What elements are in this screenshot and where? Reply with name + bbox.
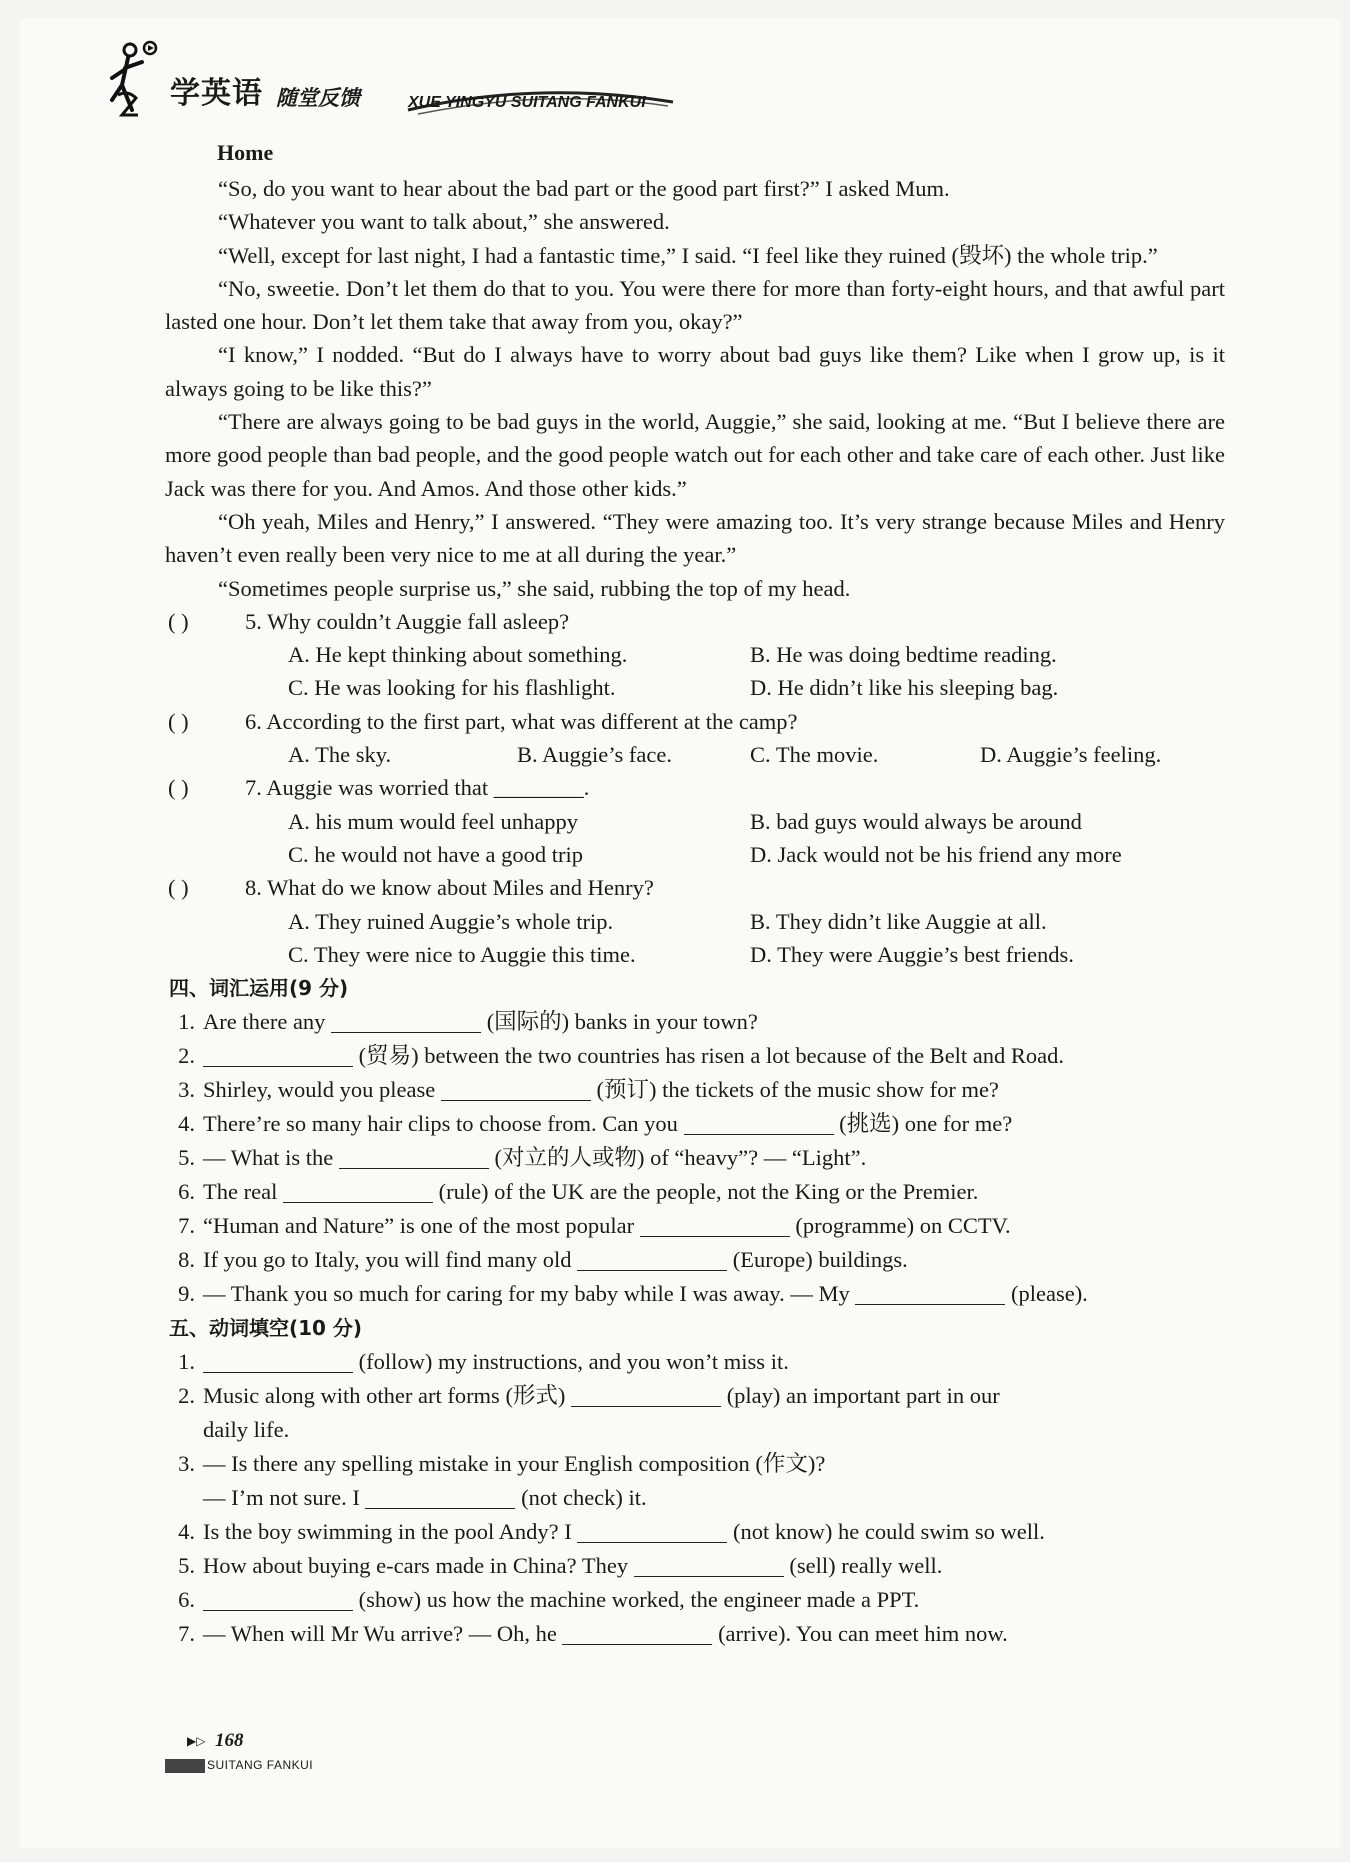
- answer-blank[interactable]: [640, 1214, 790, 1237]
- exercise-item: [165, 1515, 1225, 1549]
- item-text-before: Music along with other art forms (形式): [203, 1383, 572, 1409]
- item-text-after: (programme) on CCTV.: [789, 1213, 1011, 1239]
- option-d: D. They were Auggie’s best friends.: [750, 941, 1074, 967]
- part4-title: 四、词汇运用(9 分): [169, 976, 349, 1001]
- item-number: 4.: [178, 1519, 195, 1545]
- item-text-after: (not check) it.: [515, 1485, 647, 1511]
- page-header: [108, 40, 668, 130]
- item-text-before: — Is there any spelling mistake in your English composition (作文)?: [203, 1451, 826, 1477]
- item-text-after: (please).: [1005, 1281, 1088, 1307]
- exercise-item: [165, 1481, 1225, 1515]
- item-number: 1.: [178, 1009, 195, 1035]
- item-number: 2.: [178, 1043, 195, 1069]
- answer-paren[interactable]: ( ): [168, 775, 189, 801]
- item-text-before: Is the boy swimming in the pool Andy? I: [203, 1519, 578, 1545]
- item-text-before: If you go to Italy, you will find many old: [203, 1247, 578, 1273]
- item-text-after: (arrive). You can meet him now.: [712, 1621, 1008, 1647]
- option-c: C. They were nice to Auggie this time.: [288, 941, 636, 967]
- exercise-item: [165, 1345, 1225, 1379]
- answer-blank[interactable]: [634, 1554, 784, 1577]
- item-text-before: — What is the: [203, 1145, 339, 1171]
- question-stem: 7. Auggie was worried that ________.: [245, 775, 590, 801]
- exercise-item: [165, 1107, 1225, 1141]
- item-text-before: — When will Mr Wu arrive? — Oh, he: [203, 1621, 563, 1647]
- page-footer: [165, 1730, 465, 1790]
- page-content: [165, 140, 1225, 1651]
- item-number: 7.: [178, 1213, 195, 1239]
- answer-blank[interactable]: [203, 1350, 353, 1373]
- option-d: D. Jack would not be his friend any more: [750, 841, 1122, 867]
- item-continuation: daily life.: [203, 1417, 290, 1443]
- option-c: C. The movie.: [750, 742, 879, 768]
- item-text-after: (贸易) between the two countries has risen a lot because of the Belt and Road.: [353, 1043, 1065, 1069]
- question-stem: 8. What do we know about Miles and Henry?: [245, 875, 654, 901]
- page-number: 168: [215, 1730, 244, 1751]
- passage-paragraph: “I know,” I nodded. “But do I always have to worry about bad guys like them? Like when I grow up, is it always going to be like this?”: [165, 342, 1225, 401]
- option-d: D. Auggie’s feeling.: [980, 742, 1162, 768]
- item-number: 9.: [178, 1281, 195, 1307]
- exercise-item: [165, 1277, 1225, 1311]
- item-number: 2.: [178, 1383, 195, 1409]
- option-c: C. he would not have a good trip: [288, 841, 583, 867]
- exercise-item: [165, 1209, 1225, 1243]
- answer-blank[interactable]: [203, 1588, 353, 1611]
- answer-blank[interactable]: [339, 1146, 489, 1169]
- runner-logo-icon: [108, 40, 158, 130]
- passage-paragraph: “Whatever you want to talk about,” she answered.: [218, 209, 670, 235]
- option-a: A. He kept thinking about something.: [288, 642, 628, 668]
- item-number: 6.: [178, 1587, 195, 1613]
- part5-list: [165, 1345, 1225, 1651]
- item-text-before: How about buying e-cars made in China? They: [203, 1553, 634, 1579]
- item-text-after: (show) us how the machine worked, the engineer made a PPT.: [353, 1587, 920, 1613]
- answer-paren[interactable]: ( ): [168, 608, 189, 634]
- question-7: [165, 771, 1225, 871]
- item-text-after: (Europe) buildings.: [727, 1247, 908, 1273]
- passage-paragraph: “Oh yeah, Miles and Henry,” I answered. “They were amazing too. It’s very strange because Miles and Henry haven’t even really been very nice to me at all during the year.”: [165, 508, 1225, 568]
- item-text-after: (对立的人或物) of “heavy”? — “Light”.: [488, 1145, 867, 1171]
- exercise-item: [165, 1379, 1225, 1413]
- passage-paragraph: “No, sweetie. Don’t let them do that to you. You were there for more than forty-eight hours, and that awful part lasted one hour. Don’t let them take that away from you, okay?”: [165, 275, 1225, 335]
- item-text-after: (follow) my instructions, and you won’t miss it.: [353, 1349, 789, 1375]
- item-text-after: (挑选) one for me?: [833, 1111, 1013, 1137]
- answer-blank[interactable]: [577, 1248, 727, 1271]
- exercise-item: [165, 1073, 1225, 1107]
- item-text-before: — Thank you so much for caring for my baby while I was away. — My: [203, 1281, 856, 1307]
- answer-blank[interactable]: [571, 1384, 721, 1407]
- answer-blank[interactable]: [203, 1044, 353, 1067]
- item-text-before: Are there any: [203, 1009, 332, 1035]
- item-number: 4.: [178, 1111, 195, 1137]
- passage-paragraph: “Sometimes people surprise us,” she said, rubbing the top of my head.: [218, 575, 851, 601]
- exercise-item: [165, 1243, 1225, 1277]
- part5-title: 五、动词填空(10 分): [169, 1316, 363, 1341]
- answer-paren[interactable]: ( ): [168, 875, 189, 901]
- logo-title-en: XUE YINGYU SUITANG FANKUI: [408, 94, 646, 111]
- option-d: D. He didn’t like his sleeping bag.: [750, 675, 1059, 701]
- item-number: 3.: [178, 1077, 195, 1103]
- answer-blank[interactable]: [283, 1180, 433, 1203]
- item-text-before: There’re so many hair clips to choose from. Can you: [203, 1111, 684, 1137]
- exercise-item: [165, 1583, 1225, 1617]
- footer-label: SUITANG FANKUI: [207, 1758, 314, 1772]
- answer-blank[interactable]: [331, 1010, 481, 1033]
- item-number: 1.: [178, 1349, 195, 1375]
- item-number: 8.: [178, 1247, 195, 1273]
- item-number: 5.: [178, 1553, 195, 1579]
- passage-paragraph: “There are always going to be bad guys in the world, Auggie,” she said, looking at me. “But I believe there are more good people than bad people, and the good people watch out for each other and take care of each other. Just like Jack was there for you. And Amos. And those other kids.”: [165, 409, 1225, 501]
- item-text-after: (not know) he could swim so well.: [727, 1519, 1045, 1545]
- item-text-before: “Human and Nature” is one of the most popular: [203, 1213, 640, 1239]
- arrow-icon: ▶▷: [187, 1734, 206, 1748]
- answer-blank[interactable]: [365, 1486, 515, 1509]
- answer-paren[interactable]: ( ): [168, 708, 189, 734]
- item-text-before: — I’m not sure. I: [203, 1485, 366, 1511]
- exercise-item: [165, 1175, 1225, 1209]
- option-b: B. He was doing bedtime reading.: [750, 642, 1057, 668]
- item-text-after: (国际的) banks in your town?: [481, 1009, 758, 1035]
- passage-paragraph: “So, do you want to hear about the bad part or the good part first?” I asked Mum.: [218, 176, 950, 201]
- item-text-after: (rule) of the UK are the people, not the King or the Premier.: [432, 1179, 979, 1205]
- item-number: 5.: [178, 1145, 195, 1171]
- option-a: A. his mum would feel unhappy: [288, 808, 578, 834]
- option-a: A. They ruined Auggie’s whole trip.: [288, 908, 614, 934]
- question-stem: 6. According to the first part, what was different at the camp?: [245, 708, 798, 734]
- item-number: 7.: [178, 1621, 195, 1647]
- option-a: A. The sky.: [288, 742, 392, 768]
- logo-subtitle-cn: 随堂反馈: [276, 86, 360, 110]
- answer-blank[interactable]: [855, 1282, 1005, 1305]
- part4-list: [165, 1005, 1225, 1311]
- item-text-after: (play) an important part in our: [721, 1383, 1000, 1409]
- question-6: [165, 705, 1225, 772]
- item-text-before: The real: [203, 1179, 283, 1205]
- exercise-item: [165, 1141, 1225, 1175]
- reading-passage: [165, 172, 1225, 605]
- option-c: C. He was looking for his flashlight.: [288, 675, 616, 701]
- question-5: [165, 605, 1225, 705]
- section-title: Home: [217, 140, 274, 165]
- exercise-item: [165, 1447, 1225, 1481]
- item-text-after: (sell) really well.: [783, 1553, 943, 1579]
- answer-blank[interactable]: [441, 1078, 591, 1101]
- option-b: B. They didn’t like Auggie at all.: [750, 908, 1047, 934]
- item-text-after: (预订) the tickets of the music show for me?: [590, 1077, 999, 1103]
- option-b: B. bad guys would always be around: [750, 808, 1082, 834]
- exercise-item: [165, 1005, 1225, 1039]
- exercise-item: [165, 1617, 1225, 1651]
- logo-title-cn: 学英语: [170, 76, 263, 111]
- item-number: 6.: [178, 1179, 195, 1205]
- passage-paragraph: “Well, except for last night, I had a fantastic time,” I said. “I feel like they ruined (毁坏) the whole trip.”: [218, 242, 1158, 268]
- option-b: B. Auggie’s face.: [517, 742, 672, 768]
- answer-blank[interactable]: [562, 1622, 712, 1645]
- answer-blank[interactable]: [577, 1520, 727, 1543]
- exercise-item: [165, 1549, 1225, 1583]
- question-8: [165, 871, 1225, 971]
- question-stem: 5. Why couldn’t Auggie fall asleep?: [245, 608, 570, 634]
- item-text-before: Shirley, would you please: [203, 1077, 441, 1103]
- item-number: 3.: [178, 1451, 195, 1477]
- exercise-item: [165, 1039, 1225, 1073]
- answer-blank[interactable]: [684, 1112, 834, 1135]
